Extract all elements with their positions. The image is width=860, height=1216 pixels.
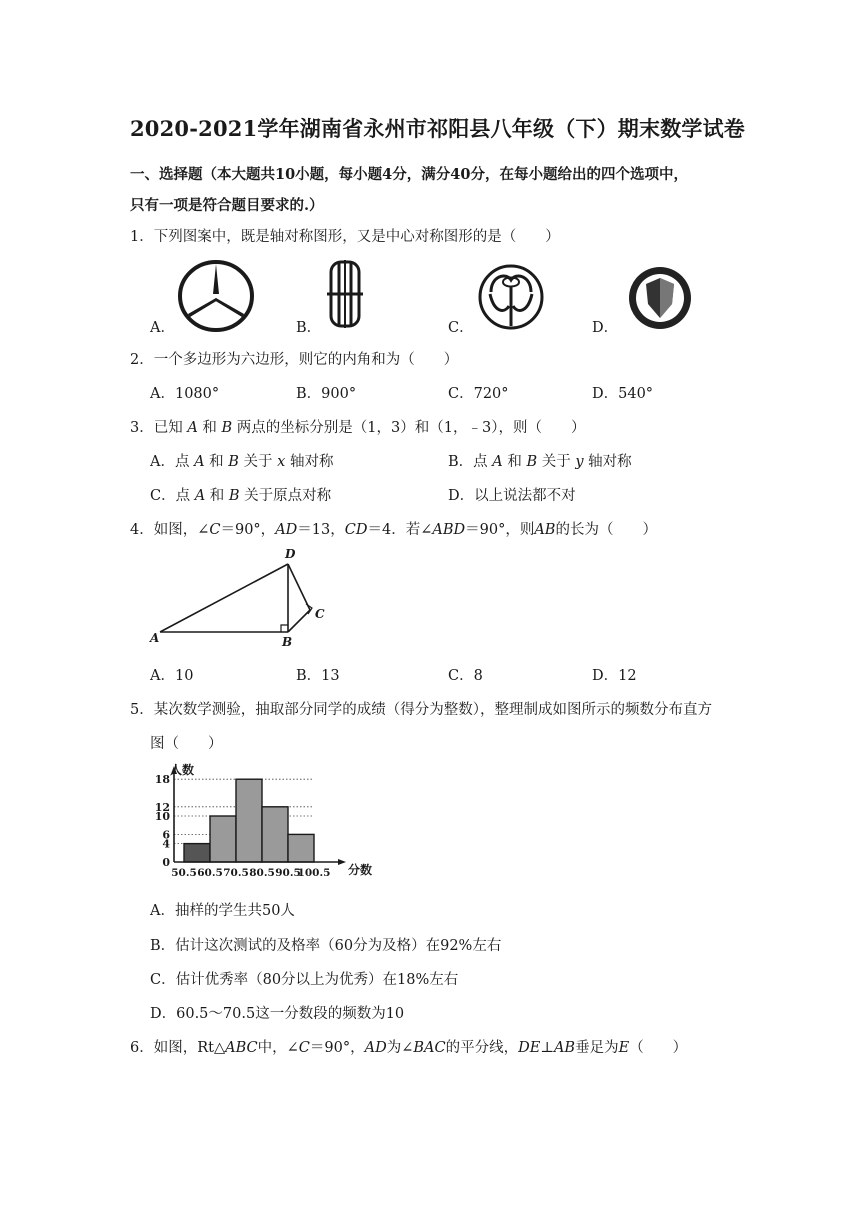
q3-var-a: A — [194, 454, 205, 470]
histogram-y-tick-label: 18 — [154, 773, 170, 787]
q2-option-d: D．540° — [592, 386, 654, 402]
q3-opt-text: 和 — [205, 488, 229, 504]
q6-text: ⊥ — [540, 1040, 554, 1056]
histogram-x-tick-label: 70.5 — [223, 867, 249, 879]
q4-var: AD — [275, 522, 298, 538]
q6-text: ＝90°， — [309, 1040, 365, 1056]
q6-var: BAC — [413, 1040, 446, 1056]
q4-option-d: D．12 — [592, 668, 637, 684]
histogram-bar — [184, 844, 210, 862]
q4-label-c: C — [315, 607, 325, 621]
histogram-x-tick-label: 60.5 — [197, 867, 223, 879]
q6-text: 为∠ — [386, 1040, 414, 1056]
q6-text: 的平分线， — [445, 1040, 519, 1056]
histogram-x-tick-label: 80.5 — [249, 867, 275, 879]
q5-option-a: A．抽样的学生共50人 — [150, 903, 295, 919]
benz-logo-icon — [176, 258, 256, 334]
q3-option-c — [150, 484, 331, 505]
histogram-y-tick-label: 10 — [154, 810, 170, 823]
q6-text: 中，∠ — [257, 1040, 299, 1056]
q4-triangle-figure — [148, 546, 338, 650]
histogram-y-ticks — [155, 773, 171, 869]
histogram-x-tick-label: 50.5 — [171, 867, 197, 879]
emblem-logo-icon — [476, 262, 546, 332]
q3-var-b: B — [526, 454, 538, 470]
q3-opt-text: 关于 — [238, 454, 278, 470]
histogram-y-label: 人数 — [170, 763, 195, 777]
q3-opt-text: C．点 — [150, 488, 195, 504]
q1-option-a: A． — [150, 320, 175, 336]
q4-label-b: B — [282, 635, 293, 649]
q4-var: C — [209, 522, 221, 538]
q4-option-c: C．8 — [448, 668, 483, 684]
q6-var: C — [298, 1040, 310, 1056]
q5-stem-line2: 图（ ） — [150, 736, 223, 752]
q3-stem — [130, 416, 585, 437]
q1-option-c: C． — [448, 320, 474, 336]
q3-opt-text: B．点 — [448, 454, 493, 470]
section-heading-line2: 只有一项是符合题目要求的.） — [130, 197, 324, 214]
q4-text: ＝4．若∠ — [367, 522, 433, 538]
q3-stem-text: 3．已知 — [130, 420, 188, 436]
q4-text: ＝13， — [297, 522, 345, 538]
q6-text: 垂足为 — [575, 1040, 619, 1056]
q2-option-a: A．1080° — [150, 386, 220, 402]
q3-var-b: B — [228, 454, 239, 470]
q1-stem: 1．下列图案中，既是轴对称图形，又是中心对称图形的是（ ） — [130, 229, 560, 245]
histogram-y-tick-label: 6 — [162, 828, 170, 842]
q4-var: ABD — [432, 522, 466, 538]
q4-label-d: D — [285, 547, 296, 561]
q3-opt-text: 关于 — [537, 454, 576, 470]
q3-stem-text: 和 — [197, 420, 222, 436]
q3-var-x: x — [277, 454, 286, 470]
section-heading-line1: 一、选择题（本大题共10小题，每小题4分，满分40分，在每小题给出的四个选项中， — [130, 166, 688, 183]
q6-var: DE — [518, 1040, 541, 1056]
q3-var-b: B — [221, 420, 233, 436]
q6-var: AD — [364, 1040, 387, 1056]
histogram-y-tick-label: 12 — [154, 800, 170, 814]
q5-option-b: B．估计这次测试的及格率（60分为及格）在92%左右 — [150, 938, 502, 954]
histogram-x-tick-label: 100.5 — [297, 867, 331, 879]
q4-label-a: A — [150, 631, 160, 645]
q5-stem-line1: 5．某次数学测验，抽取部分同学的成绩（得分为整数），整理制成如图所示的频数分布直方 — [130, 702, 712, 718]
q4-var: CD — [344, 522, 368, 538]
q2-option-c: C．720° — [448, 386, 509, 402]
q4-text: 的长为（ ） — [555, 522, 657, 538]
histogram-x-ticks — [171, 867, 330, 879]
shield-logo-icon — [626, 264, 694, 332]
q3-opt-text: 和 — [204, 454, 229, 470]
q3-stem-text: 两点的坐标分别是（1，3）和（1，﹣3），则（ ） — [232, 420, 586, 436]
histogram-bar — [210, 816, 236, 862]
q3-option-d: D．以上说法都不对 — [448, 488, 576, 504]
q3-opt-text: 关于原点对称 — [239, 488, 332, 504]
x-axis-arrow-icon — [338, 859, 346, 865]
histogram-y-tick-label: 4 — [162, 837, 170, 851]
q4-stem — [130, 518, 657, 539]
q6-var: AB — [553, 1040, 576, 1056]
histogram-x-label: 分数 — [348, 863, 373, 877]
q5-histogram — [150, 760, 380, 882]
q3-opt-text: A．点 — [150, 454, 195, 470]
q3-var-a: A — [492, 454, 503, 470]
q3-opt-text: 轴对称 — [285, 454, 334, 470]
q6-stem — [130, 1036, 687, 1057]
q4-text: 4．如图，∠ — [130, 522, 210, 538]
histogram-bar — [262, 807, 288, 862]
q3-opt-text: 和 — [502, 454, 527, 470]
histogram-bar — [236, 779, 262, 862]
q3-option-a — [150, 450, 333, 471]
q3-var-b: B — [228, 488, 240, 504]
q6-text: 6．如图，Rt△ — [130, 1040, 226, 1056]
q3-var-a: A — [194, 488, 206, 504]
q6-var: ABC — [225, 1040, 258, 1056]
q3-var-a: A — [187, 420, 198, 436]
q1-option-b: B． — [296, 320, 322, 336]
q6-var: E — [618, 1040, 630, 1056]
histogram-bar — [288, 834, 314, 862]
q4-text: ＝90°， — [220, 522, 276, 538]
q5-option-c: C．估计优秀率（80分以上为优秀）在18%左右 — [150, 972, 459, 988]
q5-option-d: D．60.5～70.5这一分数段的频数为10 — [150, 1006, 405, 1022]
histogram-x-tick-label: 90.5 — [275, 867, 301, 879]
q2-stem: 2．一个多边形为六边形，则它的内角和为（ ） — [130, 352, 459, 368]
q6-text: （ ） — [629, 1040, 688, 1056]
q4-text: ＝90°，则 — [465, 522, 535, 538]
page-title: 2020-2021学年湖南省永州市祁阳县八年级（下）期末数学试卷 — [130, 116, 746, 141]
q4-var: AB — [534, 522, 556, 538]
q4-option-b: B．13 — [296, 668, 340, 684]
q4-option-a: A．10 — [150, 668, 194, 684]
q3-var-y: y — [575, 454, 584, 470]
lincoln-logo-icon — [325, 258, 365, 330]
q1-option-d: D． — [592, 320, 619, 336]
histogram-bars — [184, 779, 314, 862]
q3-option-b — [448, 450, 632, 471]
q3-opt-text: 轴对称 — [583, 454, 632, 470]
q2-option-b: B．900° — [296, 386, 357, 402]
histogram-y-tick-label: 0 — [162, 856, 170, 869]
